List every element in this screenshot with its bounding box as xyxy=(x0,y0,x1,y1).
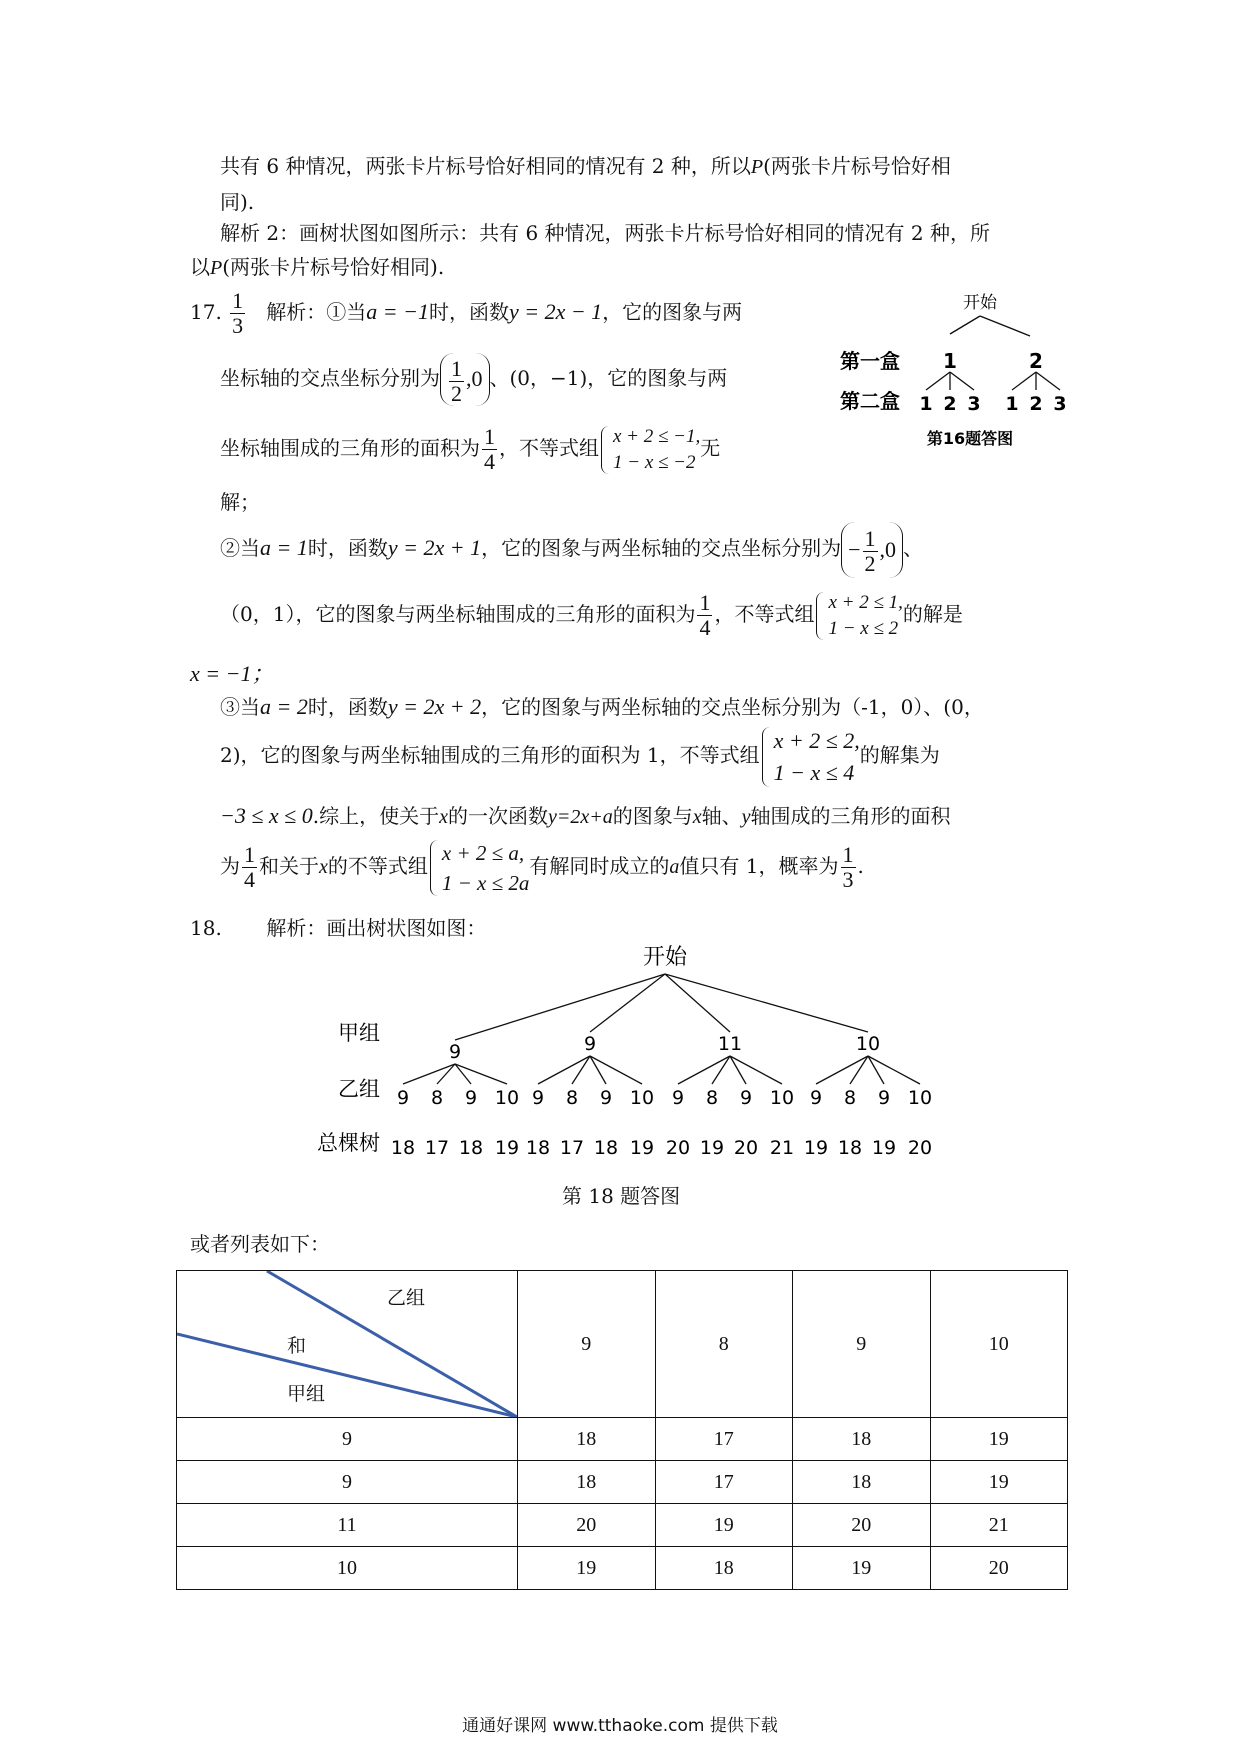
tree18-sum-node: 19 xyxy=(803,1137,829,1159)
tree18-sum-node: 17 xyxy=(424,1137,450,1159)
tree16-l1-1: 1 xyxy=(943,349,957,373)
tree-diagram-16 xyxy=(830,286,1070,456)
row-header: 9 xyxy=(177,1461,518,1504)
table-row xyxy=(177,1504,1068,1547)
q17-line-11: 为 $\frac{1}{4}$ 和关于x的不等式组 x + 2 ≤ a, 1 − x ≤ 2a 有解同时成立的a值只有 1，概率为 $\frac{1}{3}$ . xyxy=(220,834,864,899)
tree18-branch xyxy=(665,974,868,1032)
q17-line-8: ③当a = 2时，函数y = 2x + 2，它的图象与两坐标轴的交点坐标分别为（-1，0）、(0， xyxy=(220,694,984,719)
table-cell: 19 xyxy=(793,1547,931,1590)
table-cell: 17 xyxy=(655,1418,793,1461)
q17-line-1: 17. $\frac{1}{3}$ 解析：①当a = −1时，函数y = 2x − 1，它的图象与两 xyxy=(190,288,743,338)
q17-line-2: 坐标轴的交点坐标分别为 $\frac{1}{2}$ ,0 、(0，−1)，它的图象与两 xyxy=(220,352,727,406)
table-row xyxy=(177,1547,1068,1590)
tree18-sum-node: 18 xyxy=(390,1137,416,1159)
tree18-level2-node: 10 xyxy=(494,1087,520,1109)
tree16-l2: 2 xyxy=(943,393,957,415)
corner-top-label: 乙组 xyxy=(387,1287,426,1309)
q17-line-5: ②当a = 1时，函数y = 2x + 1，它的图象与两坐标轴的交点坐标分别为 − $\frac{1}{2}$ ,0 、 xyxy=(220,520,923,578)
tree18-level1-node: 11 xyxy=(717,1033,743,1055)
tree16-l2: 1 xyxy=(919,393,933,415)
text-line-3: 解析 2：画树状图如图所示：共有 6 种情况，两张卡片标号恰好相同的情况有 2 种，所 xyxy=(220,221,990,245)
table-cell: 18 xyxy=(518,1461,656,1504)
q17-line-3: 坐标轴围成的三角形的面积为 $\frac{1}{4}$ ，不等式组 x + 2 ≤ −1, 1 − x ≤ −2 无 xyxy=(220,424,721,474)
tree16-row1-label: 第一盒 xyxy=(840,349,900,373)
tree16-l1-2: 2 xyxy=(1029,349,1043,373)
tree18-level2-node: 9 xyxy=(599,1087,613,1109)
text-line-4: 以P(两张卡片标号恰好相同). xyxy=(190,255,445,279)
text-line-1: 共有 6 种情况，两张卡片标号恰好相同的情况有 2 种，所以P(两张卡片标号恰好相 xyxy=(220,154,951,178)
tree18-level2-node: 8 xyxy=(705,1087,719,1109)
table-header-row xyxy=(177,1271,1068,1418)
col-header: 10 xyxy=(930,1271,1068,1418)
q17-line-7: x = −1； xyxy=(190,661,274,686)
tree18-level2-node: 10 xyxy=(769,1087,795,1109)
table-corner-cell xyxy=(177,1271,518,1418)
tree18-sum-node: 21 xyxy=(769,1137,795,1159)
tree18-sum-node: 18 xyxy=(458,1137,484,1159)
table-cell: 18 xyxy=(793,1461,931,1504)
corner-mid-label: 和 xyxy=(287,1335,307,1357)
table-cell: 17 xyxy=(655,1461,793,1504)
table-cell: 19 xyxy=(655,1504,793,1547)
tree18-level2-node: 9 xyxy=(531,1087,545,1109)
row-header: 10 xyxy=(177,1547,518,1590)
table-cell: 18 xyxy=(518,1418,656,1461)
tree18-sum-node: 18 xyxy=(837,1137,863,1159)
tree18-sum-node: 18 xyxy=(525,1137,551,1159)
tree18-sum-node: 18 xyxy=(593,1137,619,1159)
tree18-label-c: 总棵树 xyxy=(317,1131,380,1155)
tree18-branch xyxy=(678,1056,730,1084)
row-header: 11 xyxy=(177,1504,518,1547)
table-cell: 20 xyxy=(793,1504,931,1547)
tree18-branch xyxy=(455,974,665,1040)
col-header: 9 xyxy=(518,1271,656,1418)
tree18-branch xyxy=(403,1064,455,1084)
tree18-sum-node: 17 xyxy=(559,1137,585,1159)
tree18-level2-node: 8 xyxy=(843,1087,857,1109)
tree18-branch xyxy=(816,1056,868,1084)
table-cell: 18 xyxy=(655,1547,793,1590)
tree18-level1-node: 10 xyxy=(855,1033,881,1055)
caption-18: 第 18 题答图 xyxy=(562,1184,681,1208)
tree18-level1-node: 9 xyxy=(448,1041,462,1063)
tree16-row2-label: 第二盒 xyxy=(840,389,900,413)
table-cell: 20 xyxy=(518,1504,656,1547)
q18-line: 18. 解析：画出树状图如图： xyxy=(190,916,487,940)
tree18-level2-node: 9 xyxy=(464,1087,478,1109)
tree18-level2-node: 9 xyxy=(809,1087,823,1109)
tree18-level2-node: 9 xyxy=(739,1087,753,1109)
table-cell: 19 xyxy=(930,1461,1068,1504)
tree16-l2: 3 xyxy=(967,393,981,415)
q17-line-9: 2)，它的图象与两坐标轴围成的三角形的面积为 1，不等式组 x + 2 ≤ 2, 1 − x ≤ 4 的解集为 xyxy=(220,723,940,789)
tree18-level2-node: 9 xyxy=(396,1087,410,1109)
q17-line-6: （0，1），它的图象与两坐标轴围成的三角形的面积为 $\frac{1}{4}$ ，不等式组 x + 2 ≤ 1, 1 − x ≤ 2 的解是 xyxy=(220,590,963,640)
tree18-level2-node: 8 xyxy=(430,1087,444,1109)
table-intro: 或者列表如下： xyxy=(190,1232,330,1256)
page-footer: 通通好课网 www.tthaoke.com 提供下载 xyxy=(462,1716,778,1736)
table-cell: 20 xyxy=(930,1547,1068,1590)
tree18-level2-node: 10 xyxy=(629,1087,655,1109)
table-cell: 18 xyxy=(793,1418,931,1461)
table-row xyxy=(177,1461,1068,1504)
tree18-branch xyxy=(538,1056,590,1084)
q17-line-10: −3 ≤ x ≤ 0.综上，使关于x的一次函数y=2x+a的图象与x轴、y轴围成的三角形的面积 xyxy=(220,803,951,828)
col-header: 8 xyxy=(655,1271,793,1418)
tree18-sum-node: 19 xyxy=(699,1137,725,1159)
table-cell: 19 xyxy=(930,1418,1068,1461)
tree18-label-a: 甲组 xyxy=(338,1021,380,1045)
tree18-level2-node: 10 xyxy=(907,1087,933,1109)
tree18-level2-node: 9 xyxy=(877,1087,891,1109)
tree18-sum-node: 19 xyxy=(629,1137,655,1159)
tree18-level1-node: 9 xyxy=(583,1033,597,1055)
tree16-l2: 3 xyxy=(1053,393,1067,415)
tree16-root: 开始 xyxy=(963,293,997,313)
table-cell: 19 xyxy=(518,1547,656,1590)
tree18-sum-node: 20 xyxy=(665,1137,691,1159)
tree-diagram-18 xyxy=(300,940,960,1160)
corner-bottom-label: 甲组 xyxy=(287,1383,326,1405)
tree18-label-b: 乙组 xyxy=(338,1077,380,1101)
table-row xyxy=(177,1418,1068,1461)
sum-table xyxy=(176,1270,1068,1590)
tree18-level2-node: 9 xyxy=(671,1087,685,1109)
tree18-root: 开始 xyxy=(642,945,688,970)
tree18-sum-node: 20 xyxy=(907,1137,933,1159)
row-header: 9 xyxy=(177,1418,518,1461)
tree16-caption: 第16题答图 xyxy=(926,429,1014,448)
tree18-level2-node: 8 xyxy=(565,1087,579,1109)
tree18-sum-node: 19 xyxy=(494,1137,520,1159)
q17-line-4: 解； xyxy=(220,490,260,514)
tree18-sum-node: 19 xyxy=(871,1137,897,1159)
tree18-branch xyxy=(590,974,665,1032)
text-line-2: 同). xyxy=(220,190,255,214)
tree16-l2: 2 xyxy=(1029,393,1043,415)
table-cell: 21 xyxy=(930,1504,1068,1547)
q17-answer-fraction: $\frac{1}{3}$ xyxy=(232,288,244,338)
col-header: 9 xyxy=(793,1271,931,1418)
tree16-l2: 1 xyxy=(1005,393,1019,415)
tree18-sum-node: 20 xyxy=(733,1137,759,1159)
